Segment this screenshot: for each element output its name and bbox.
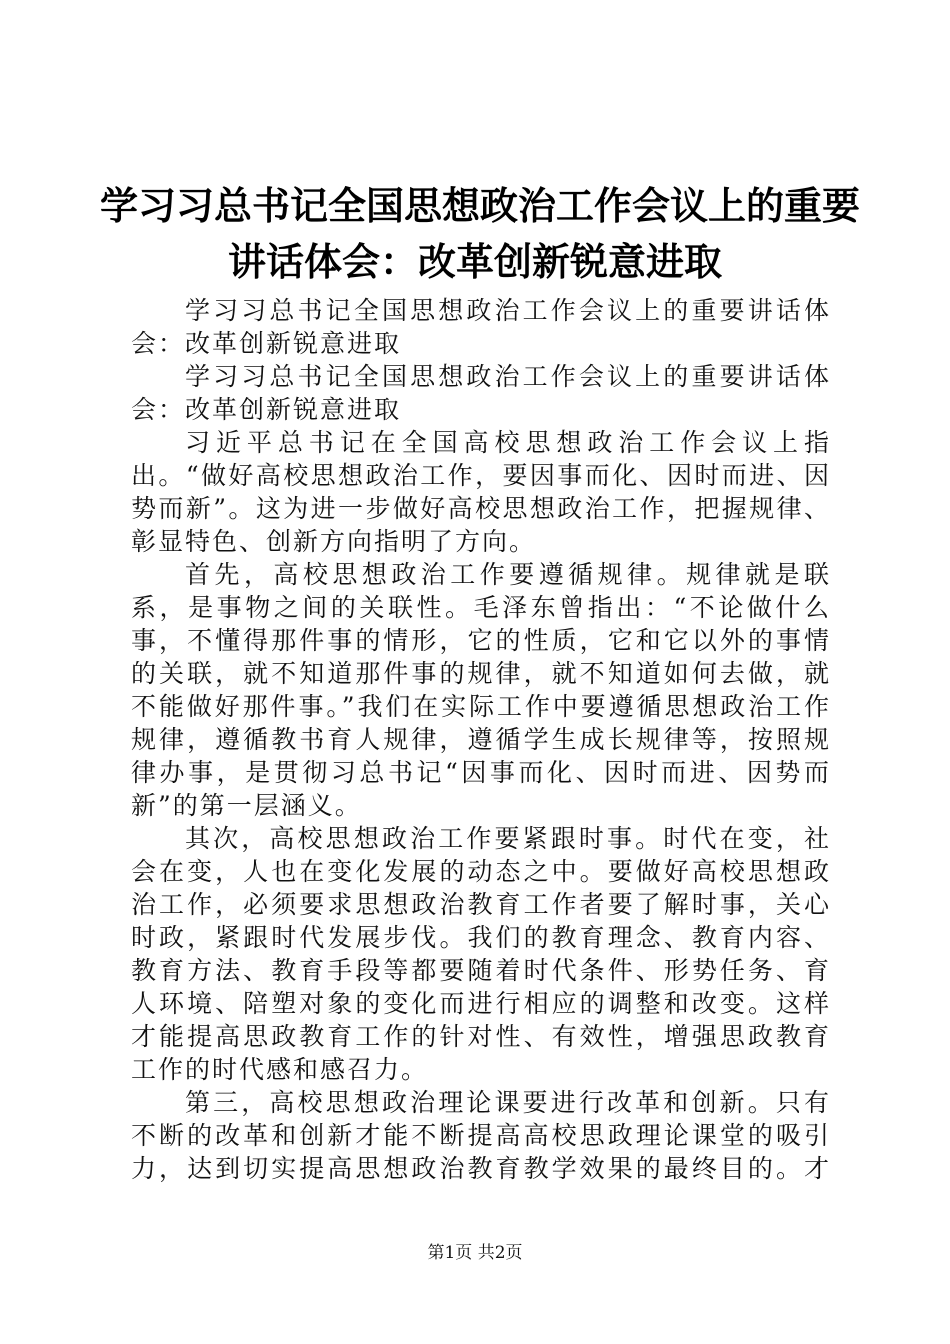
- paragraph: 学习习总书记全国思想政治工作会议上的重要讲话体会：改革创新锐意进取: [131, 296, 831, 358]
- document-title: [100, 178, 861, 290]
- paragraph: 学习习总书记全国思想政治工作会议上的重要讲话体会：改革创新锐意进取: [131, 362, 831, 424]
- document-body: [131, 294, 831, 1185]
- page-footer: 第1页 共2页: [427, 1243, 523, 1263]
- paragraph: 其次，高校思想政治工作要紧跟时事。时代在变，社会在变，人也在变化发展的动态之中。要做好高校思想政治工作，必须要求思想政治教育工作者要了解时事，关心时政，紧跟时代发展步伐。我们的教育理念、教育内容、教育方法、教育手段等都要随着时代条件、形势任务、育人环境、陪塑对象的变化而进行相应的调整和改变。这样才能提高思政教育工作的针对性、有效性，增强思政教育工作的时代感和感召力。: [131, 824, 831, 1084]
- paragraph: 第三，高校思想政治理论课要进行改革和创新。只有不断的改革和创新才能不断提高高校思政理论课堂的吸引力，达到切实提高思想政治教育教学效果的最终目的。才: [131, 1088, 831, 1183]
- title-line-2: 讲话体会：改革创新锐意进取: [227, 240, 722, 284]
- title-line-1: 学习习总书记全国思想政治工作会议上的重要: [100, 184, 861, 228]
- paragraph: 首先，高校思想政治工作要遵循规律。规律就是联系，是事物之间的关联性。毛泽东曾指出：“不论做什么事，不懂得那件事的情形，它的性质，它和它以外的事情的关联，就不知道那件事的规律，就不知道如何去做，就不能做好那件事。”我们在实际工作中要遵循思想政治工作规律，遵循教书育人规律，遵循学生成长规律等，按照规律办事，是贯彻习总书记“因事而化、因时而进、因势而新”的第一层涵义。: [131, 560, 831, 820]
- paragraph: 习近平总书记在全国高校思想政治工作会议上指出。“做好高校思想政治工作，要因事而化、因时而进、因势而新”。这为进一步做好高校思想政治工作，把握规律、彰显特色、创新方向指明了方向。: [131, 428, 831, 556]
